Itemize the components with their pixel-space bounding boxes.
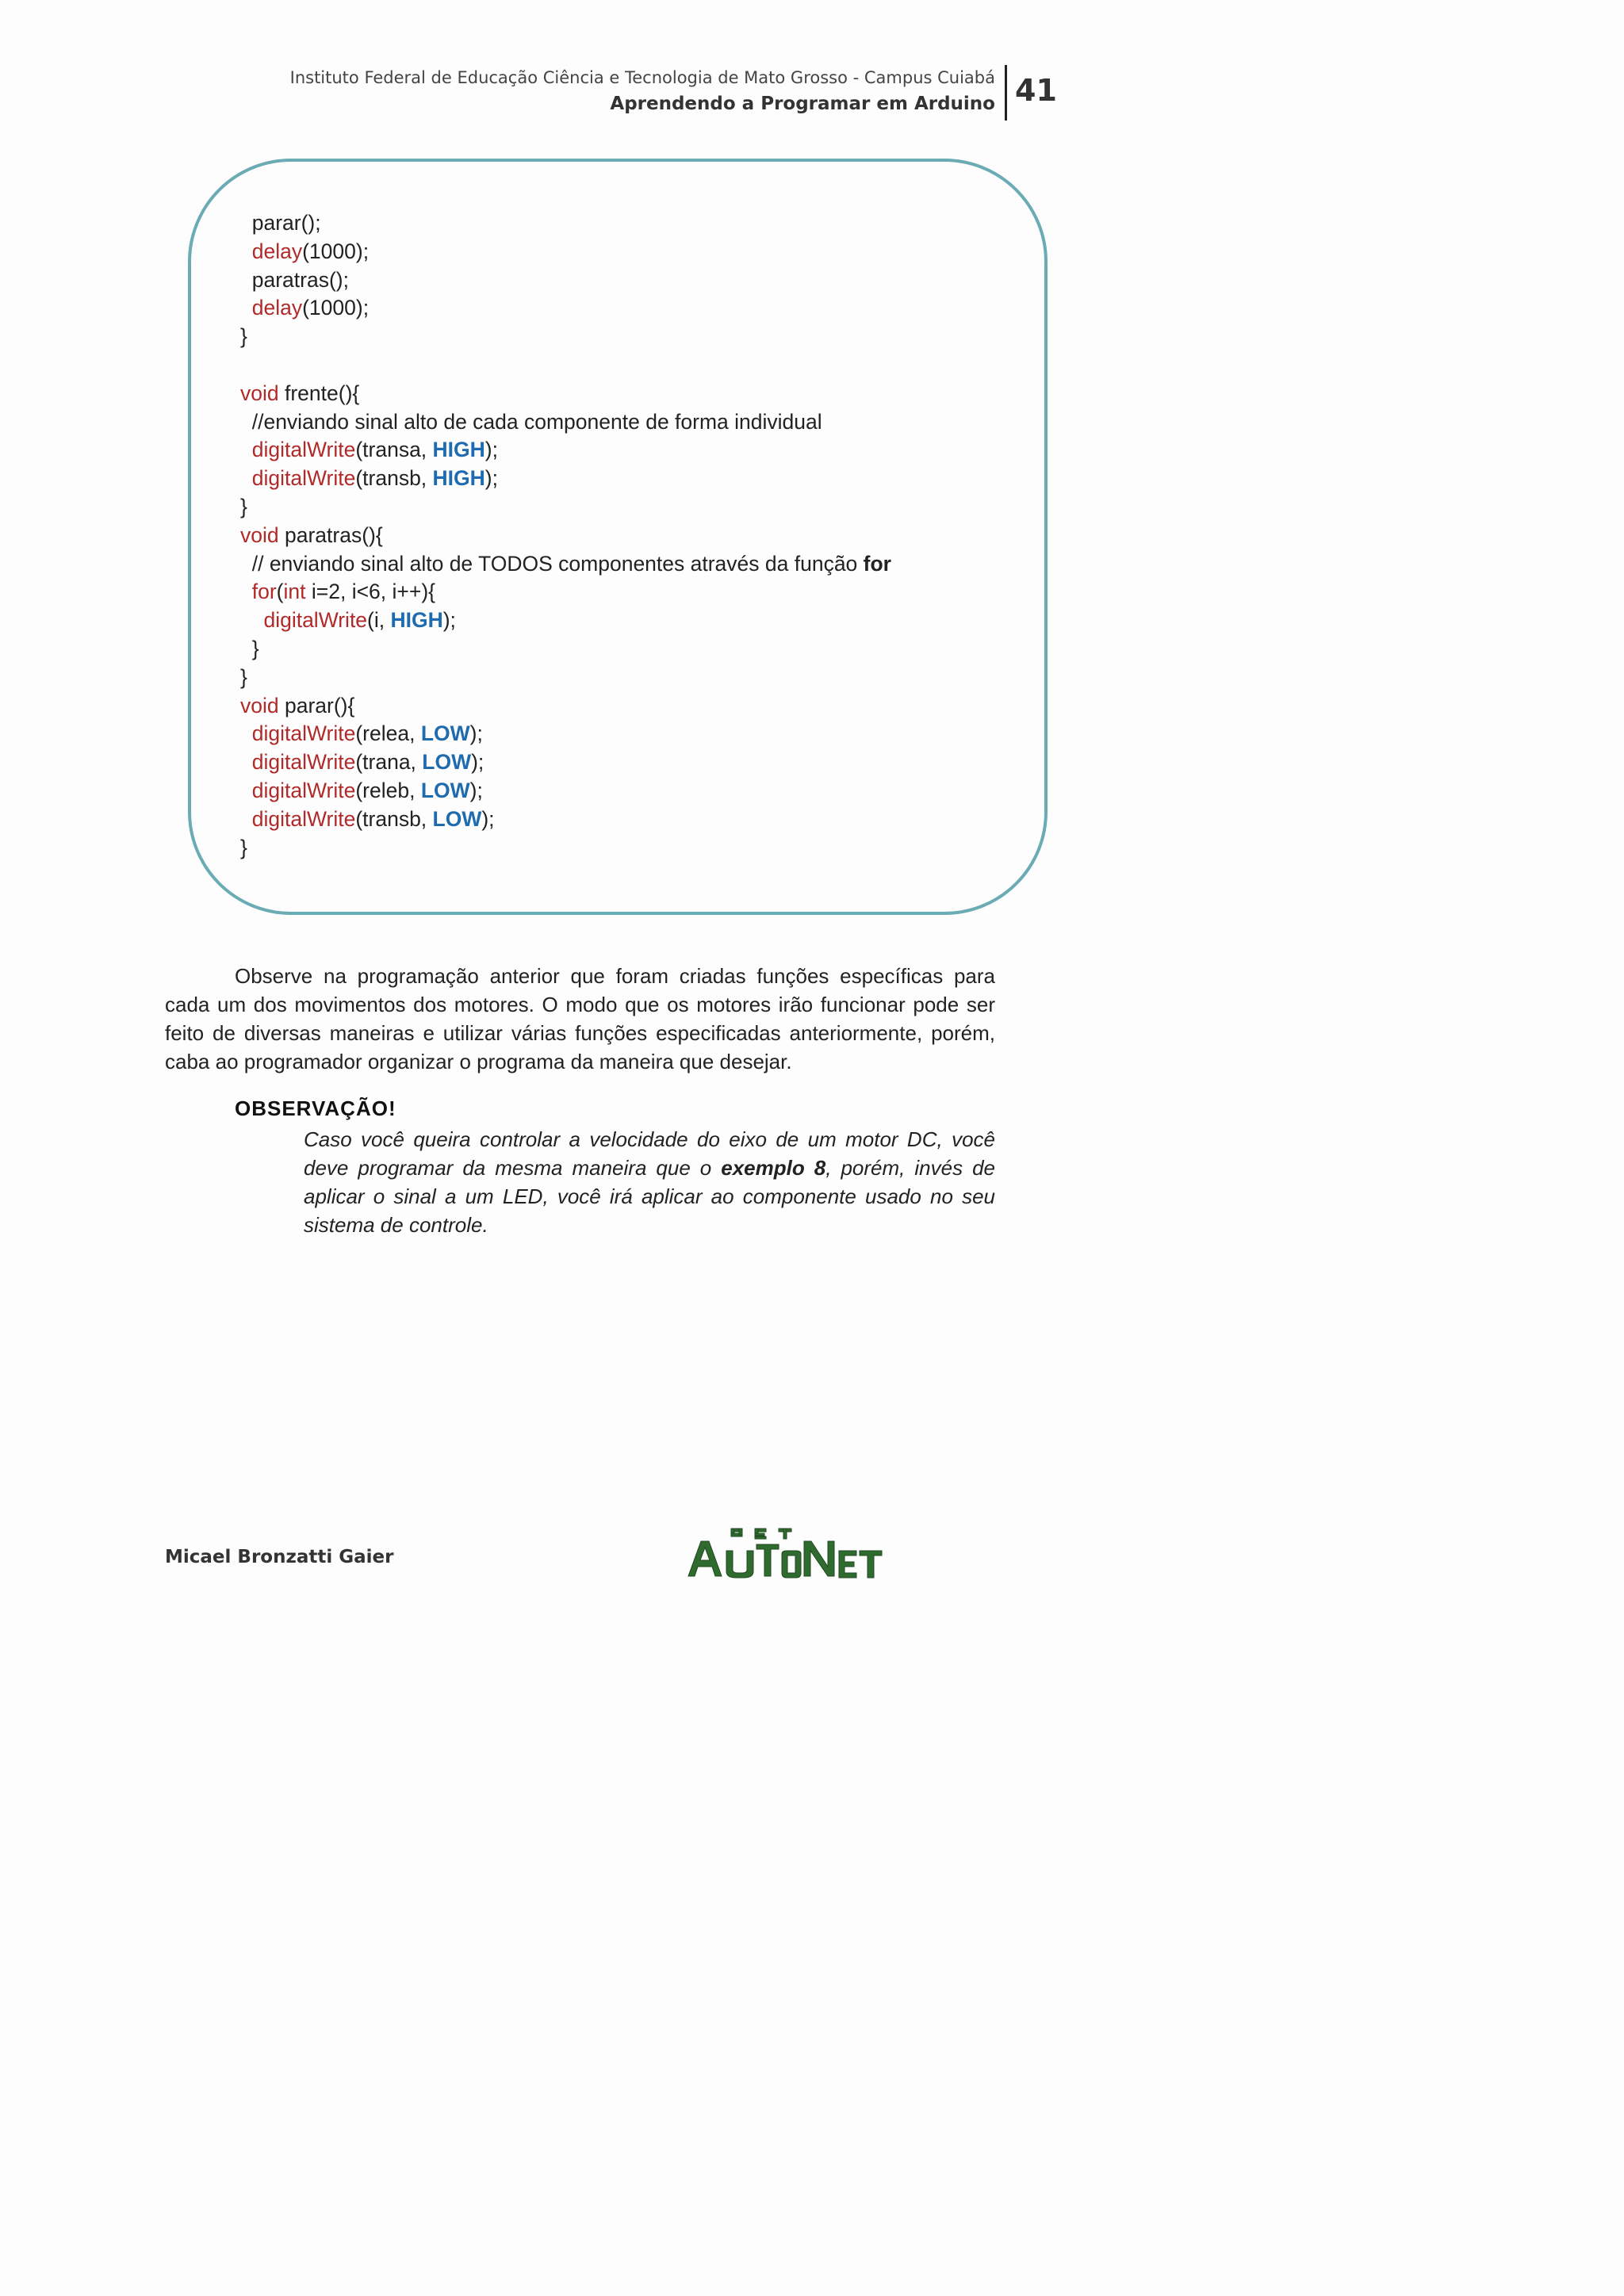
code-text: [240, 580, 252, 603]
code-keyword: delay: [251, 296, 303, 320]
code-text: (: [276, 580, 284, 604]
code-line: [240, 522, 891, 550]
code-text: // enviando sinal alto de TODOS componentes através da função: [240, 551, 864, 576]
page-number: 41: [1015, 73, 1057, 108]
code-line: [240, 493, 891, 522]
code-line: [240, 465, 891, 493]
code-line: [240, 209, 891, 238]
code-keyword: int: [283, 580, 306, 604]
code-text: );: [469, 721, 483, 746]
code-line: [240, 266, 891, 295]
code-text: (relea,: [355, 721, 421, 746]
code-keyword: digitalWrite: [251, 806, 356, 831]
code-text: //enviando sinal alto de cada componente de forma individual: [240, 409, 822, 434]
code-text: [240, 466, 252, 490]
paragraph-text: Observe na programação anterior que foram criadas funções específicas para cada um dos movimentos dos motores. O modo que os motores irão funcionar pode ser feito de diversas maneiras e utilizar várias funções especificadas anteriormente, porém, caba ao programador organizar o programa da maneira que desejar.: [165, 964, 995, 1073]
observation-text-after: , porém, invés de aplicar o sinal a um LED, você irá aplicar ao componente usado no seu sistema de controle.: [304, 1156, 995, 1237]
code-text: (1000);: [302, 239, 370, 263]
code-keyword: void: [240, 381, 279, 405]
code-line: [240, 578, 891, 607]
code-constant: LOW: [420, 778, 470, 802]
code-line: [240, 720, 891, 748]
code-line: [240, 607, 891, 635]
book-title: Aprendendo a Programar em Arduino: [610, 94, 995, 114]
code-keyword: delay: [251, 239, 303, 263]
pet-autonet-logo: [685, 1527, 891, 1582]
code-line: [240, 664, 891, 692]
code-line: [240, 238, 891, 266]
code-constant: LOW: [420, 721, 470, 746]
code-text: (i,: [367, 608, 391, 633]
code-text: [240, 239, 252, 263]
code-keyword: digitalWrite: [251, 721, 356, 746]
code-line: [240, 294, 891, 323]
code-text: [240, 807, 252, 831]
observation-text-before: Caso você queira controlar a velocidade do eixo de um motor DC, você deve programar da mesma maneira que o: [304, 1127, 995, 1180]
code-text: (transb,: [355, 466, 433, 491]
code-line: [240, 834, 891, 863]
code-text: (transa,: [355, 438, 433, 462]
code-keyword: digitalWrite: [251, 750, 356, 775]
code-text: [240, 438, 252, 461]
code-text: );: [469, 778, 483, 802]
institution-name: Instituto Federal de Educação Ciência e Tecnologia de Mato Grosso - Campus Cuiabá: [289, 68, 995, 87]
code-keyword: digitalWrite: [251, 778, 356, 802]
code-text: }: [240, 835, 247, 859]
code-keyword: void: [240, 522, 279, 547]
code-line: [240, 436, 891, 465]
code-text: }: [240, 494, 247, 519]
code-text: );: [442, 608, 456, 633]
code-keyword: digitalWrite: [251, 438, 356, 462]
code-line: [240, 550, 891, 579]
footer-author: Micael Bronzatti Gaier: [165, 1547, 394, 1567]
code-text: [240, 721, 252, 745]
observation-emphasis: exemplo 8: [721, 1156, 826, 1180]
observation-text: [304, 1125, 995, 1239]
code-constant: HIGH: [390, 608, 443, 633]
code-text: }: [240, 324, 247, 349]
code-text: parar();: [240, 211, 321, 235]
code-constant: HIGH: [432, 438, 485, 462]
code-constant: LOW: [422, 750, 472, 775]
code-line: [240, 777, 891, 806]
code-text: );: [471, 750, 485, 775]
code-line: [240, 806, 891, 834]
code-text: }: [240, 636, 259, 660]
code-text: );: [481, 806, 495, 831]
code-text: [240, 296, 252, 320]
code-text: );: [485, 438, 498, 462]
code-line: [240, 408, 891, 437]
code-text: parar(){: [278, 693, 355, 718]
code-line: [240, 692, 891, 721]
code-text: i=2, i<6, i++){: [305, 580, 436, 604]
code-line: [240, 635, 891, 664]
code-line: [240, 380, 891, 408]
code-text: (transb,: [355, 806, 433, 831]
code-text: frente(){: [278, 381, 360, 405]
code-text: }: [240, 664, 247, 689]
code-text: (1000);: [302, 296, 370, 320]
header-divider: [1005, 65, 1007, 121]
code-text: );: [485, 466, 498, 491]
code-line: [240, 748, 891, 777]
code-text: [240, 779, 252, 802]
code-text: [240, 608, 263, 632]
code-constant: LOW: [432, 806, 482, 831]
code-text: paratras(){: [278, 522, 383, 547]
code-text: (trana,: [355, 750, 423, 775]
code-text: for: [863, 551, 891, 576]
code-listing: [240, 209, 891, 862]
code-constant: HIGH: [432, 466, 485, 491]
code-text: paratras();: [240, 267, 349, 292]
code-text: [240, 750, 252, 774]
pet-logo-mark: [688, 1529, 882, 1578]
code-keyword: void: [240, 693, 279, 718]
code-keyword: digitalWrite: [263, 608, 368, 633]
code-keyword: digitalWrite: [251, 466, 356, 491]
code-line: [240, 351, 891, 380]
code-line: [240, 323, 891, 351]
observation-title: OBSERVAÇÃO!: [235, 1096, 396, 1120]
body-paragraph: [165, 962, 995, 1076]
code-keyword: for: [251, 580, 277, 604]
code-text: (releb,: [355, 778, 421, 802]
